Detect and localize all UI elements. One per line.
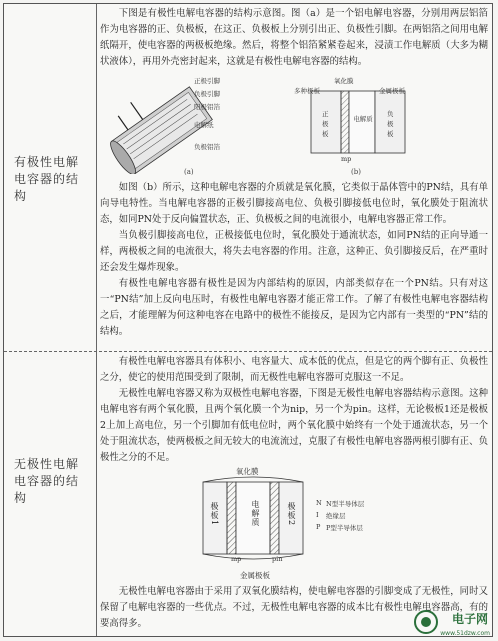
legend-p-layer: P型半导体层 [326, 524, 363, 532]
legend-mark-i: I [316, 511, 319, 519]
figure-a-rolled-capacitor [104, 74, 254, 174]
label-mp-bottom: mp [231, 555, 242, 563]
label-plate-2: 极板2 [287, 502, 296, 527]
paragraph: 无极性电解电容器又称为双极性电解电容器，下图是无极性电解电容器结构示意图。这种电解电容有两个氧化膜，且两个氧化膜一个为nip，另一个为pin。这样，无论极板1还是极板2上加上高电位，另一个引脚加有低电位时，两个氧化膜中始终有一个处于通流状态，另一个处于阻流状态，使两极板之间无较大的电流流过，克服了有极性电解电容器两根引脚有正、负极性之分的不足。 [100, 388, 488, 463]
label-plate-1: 极板1 [210, 502, 219, 527]
watermark-brand: 电子网 [451, 612, 488, 626]
label-positive-char-2: 极 [322, 120, 329, 128]
label-negative-char-2: 极 [387, 120, 394, 128]
label-oxide-film-bottom: 氧化膜 [236, 467, 259, 476]
paragraph: 无极性电解电容器由于采用了双氧化膜结构，使电解电容器的引脚变成了无极性，同时又保留了电解电容器的一些优点。不过，无极性电解电容器的成本比有极性电解电容器高，有的要高得多。 [100, 586, 488, 629]
paragraph: 下图是有极性电解电容器的结构示意图。图（a）是一个铝电解电容器，分别用两层铝箔作为电容器的正、负极板，在这正、负极板上分别引出正、负极性引脚。在两铝箔之间用电解纸隔开，使电容器的两极板绝缘。然后，将整个铝箔紧紧卷起来，浸渍工作电解质（大多为糊状液体），再用外壳密封起来，这就是有极性电解电容器的结构。 [100, 8, 488, 67]
document-table [3, 3, 493, 637]
category-label-nonpolar: 无极性电解电容器的结构 [14, 457, 80, 505]
label-positive-lead: 正极引脚 [194, 77, 220, 85]
label-mp: mp [341, 155, 352, 163]
paragraph: 有极性电解电容器具有体积小、电容量大、成本低的优点，但是它的两个脚有正、负极性之分，使它的使用范围受到了限制，而无极性电解电容器可克服这一不足。 [100, 356, 488, 383]
label-positive-char-1: 正 [322, 110, 329, 118]
legend-insulating-layer: 绝缘层 [326, 512, 346, 520]
label-anode-foil: 阳极铝箔 [194, 103, 220, 111]
label-metal-plate-bottom: 金属极板 [240, 571, 270, 580]
label-positive-char-3: 板 [322, 130, 329, 138]
caption-b: (b) [351, 168, 361, 176]
category-column [4, 4, 97, 636]
legend-n-layer: N型半导体层 [326, 500, 365, 508]
label-metal-plate: 金属极板 [379, 87, 405, 95]
caption-a: (a) [184, 168, 194, 176]
legend-mark-n: N [316, 499, 322, 507]
label-electrolyte-bottom: 电解质 [251, 500, 260, 527]
category-label-polar: 有极性电解电容器的结构 [14, 155, 80, 203]
label-negative-char-3: 板 [387, 130, 394, 138]
label-oxide-film: 氧化膜 [334, 77, 354, 85]
label-electrolytic-paper: 电解纸 [194, 121, 214, 129]
section-polar-body [100, 180, 488, 340]
section-polar-intro [100, 6, 488, 70]
label-cathode-foil: 负极铝箔 [194, 143, 220, 151]
section-nonpolar-intro [100, 354, 488, 466]
paragraph: 有极性电解电容器有极性是因为内部结构的原因，内部类似存在一个PN结。只有对这一“PN结”加上反向电压时，有极性电解电容器才能正常工作。了解了有极性电解电容器结构之后，才能理解为何这种电容在电路中的极性不能接反，是因为它内部有一类型的“PN”结的结构。 [100, 278, 488, 337]
label-pin-bottom: pin [272, 555, 283, 563]
paragraph: 当负极引脚接高电位，正极接低电位时，氧化膜处于通流状态，如同PN结的正向导通一样，两极板之间的电流很大，将失去电容器的作用。注意，这种正、负引脚接反后，在严重时还会发生爆炸现象。 [100, 230, 488, 273]
label-electrolyte: 电解质 [353, 115, 373, 123]
label-plates: 多种极板 [294, 87, 320, 95]
legend-mark-p: P [316, 523, 321, 531]
watermark-site: www.51dzw.com [440, 630, 490, 637]
label-negative-char-1: 负 [387, 110, 394, 118]
paragraph: 如图（b）所示，这种电解电容器的介质就是氧化膜，它类似于晶体管中的PN结，具有单向导电特性。当电解电容器的正极引脚接高电位、负极引脚接低电位时，氧化膜处于阻流状态，如同PN处于反向偏置状态，正、负极板之间的电流很小，电解电容器正常工作。 [100, 182, 488, 225]
section-divider [4, 351, 492, 352]
label-negative-lead: 负极引脚 [194, 90, 220, 98]
